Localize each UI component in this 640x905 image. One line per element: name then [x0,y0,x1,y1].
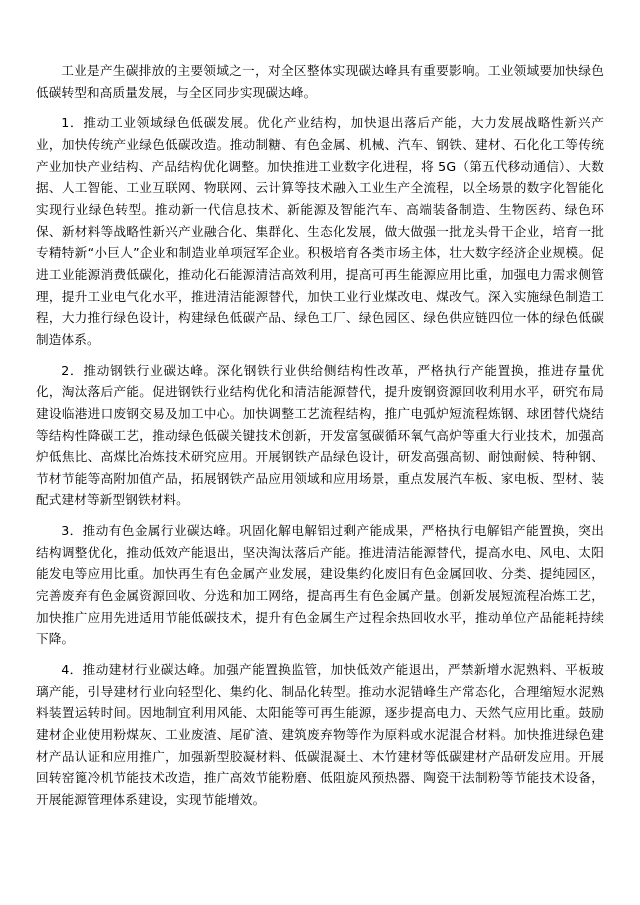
paragraph: 2．推动钢铁行业碳达峰。深化钢铁行业供给侧结构性改革，严格执行产能置换，推进存量优化，淘汰落后产能。促进钢铁行业结构优化和清洁能源替代，提升废钢资源回收利用水平，研究布局建设临港进口废钢交易及加工中心。加快调整工艺流程结构，推广电弧炉短流程炼钢、球团替代烧结等结构性降碳工艺，推动绿色低碳关键技术创新，开发富氢碳循环氧气高炉等重大行业技术，加强高炉低焦比、高煤比冶炼技术研究应用。开展钢铁产品绿色设计，研发高强高韧、耐蚀耐候、特种钢、节材节能等高附加值产品，拓展钢铁产品应用领域和应用场景，重点发展汽车板、家电板、型材、装配式建材等新型钢铁材料。 [36,362,604,508]
paragraph: 4．推动建材行业碳达峰。加强产能置换监管，加快低效产能退出，严禁新增水泥熟料、平板玻璃产能，引导建材行业向轻型化、集约化、制品化转型。推动水泥错峰生产常态化，合理缩短水泥熟料装置运转时间。因地制宜利用风能、太阳能等可再生能源，逐步提高电力、天然气应用比重。鼓励建材企业使用粉煤灰、工业废渣、尾矿渣、建筑废弃物等作为原料或水泥混合材料。加快推进绿色建材产品认证和应用推广，加强新型胶凝材料、低碳混凝土、木竹建材等低碳建材产品研发应用。开展回转窑篦冷机节能技术改造，推广高效节能粉磨、低阻旋风预热器、陶瓷干法制粉等节能技术设备，开展能源管理体系建设，实现节能增效。 [36,662,604,807]
paragraph: 3．推动有色金属行业碳达峰。巩固化解电解铝过剩产能成果，严格执行电解铝产能置换，突出结构调整优化，推动低效产能退出，坚决淘汰落后产能。推进清洁能源替代，提高水电、风电、太阳能发电等应用比重。加快再生有色金属产业发展，建设集约化废旧有色金属回收、分类、提纯园区，完善废弃有色金属资源回收、分选和加工网络，提高再生有色金属产量。创新发展短流程冶炼工艺，加快推广应用先进适用节能低碳技术，提升有色金属生产过程余热回收水平，推动单位产品能耗持续下降。 [36,523,604,647]
paragraph: 工业是产生碳排放的主要领域之一，对全区整体实现碳达峰具有重要影响。工业领域要加快绿色低碳转型和高质量发展，与全区同步实现碳达峰。 [36,63,604,100]
paragraph: 1．推动工业领域绿色低碳发展。优化产业结构，加快退出落后产能，大力发展战略性新兴产业，加快传统产业绿色低碳改造。推动制糖、有色金属、机械、汽车、钢铁、建材、石化化工等传统产业加快产业结构、产品结构优化调整。加快推进工业数字化进程，将 5G（第五代移动通信）、大数据、人工智能、工业互联网、物联网、云计算等技术融入工业生产全流程，以全场景的数字化智能化实现行业绿色转型。推动新一代信息技术、新能源及智能汽车、高端装备制造、生物医药、绿色环保、新材料等战略性新兴产业融合化、集群化、生态化发展，做大做强一批龙头骨干企业，培育一批专精特新“小巨人”企业和制造业单项冠军企业。积极培育各类市场主体，壮大数字经济企业规模。促进工业能源消费低碳化，推动化石能源清洁高效利用，提高可再生能源应用比重，加强电力需求侧管理，提升工业电气化水平，推进清洁能源替代，加快工业行业煤改电、煤改气。深入实施绿色制造工程，大力推行绿色设计，构建绿色低碳产品、绿色工厂、绿色园区、绿色供应链四位一体的绿色低碳制造体系。 [36,115,604,347]
document-body [36,60,604,811]
